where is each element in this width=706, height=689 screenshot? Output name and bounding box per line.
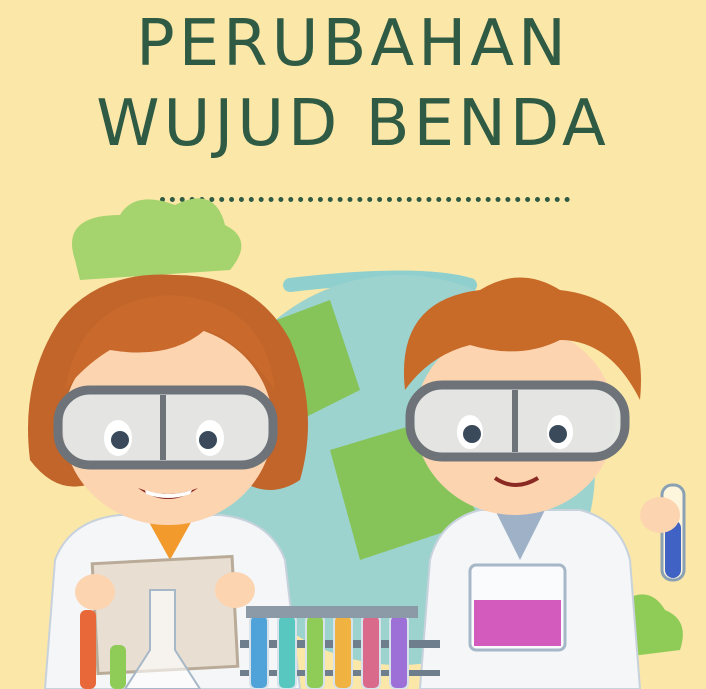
boy-goggles	[410, 385, 625, 457]
poster-title-line2: WUJUD BENDA	[96, 87, 610, 161]
poster-title-line1: PERUBAHAN	[136, 7, 570, 81]
beaker-purple	[470, 565, 565, 650]
girl-goggles	[58, 390, 273, 465]
